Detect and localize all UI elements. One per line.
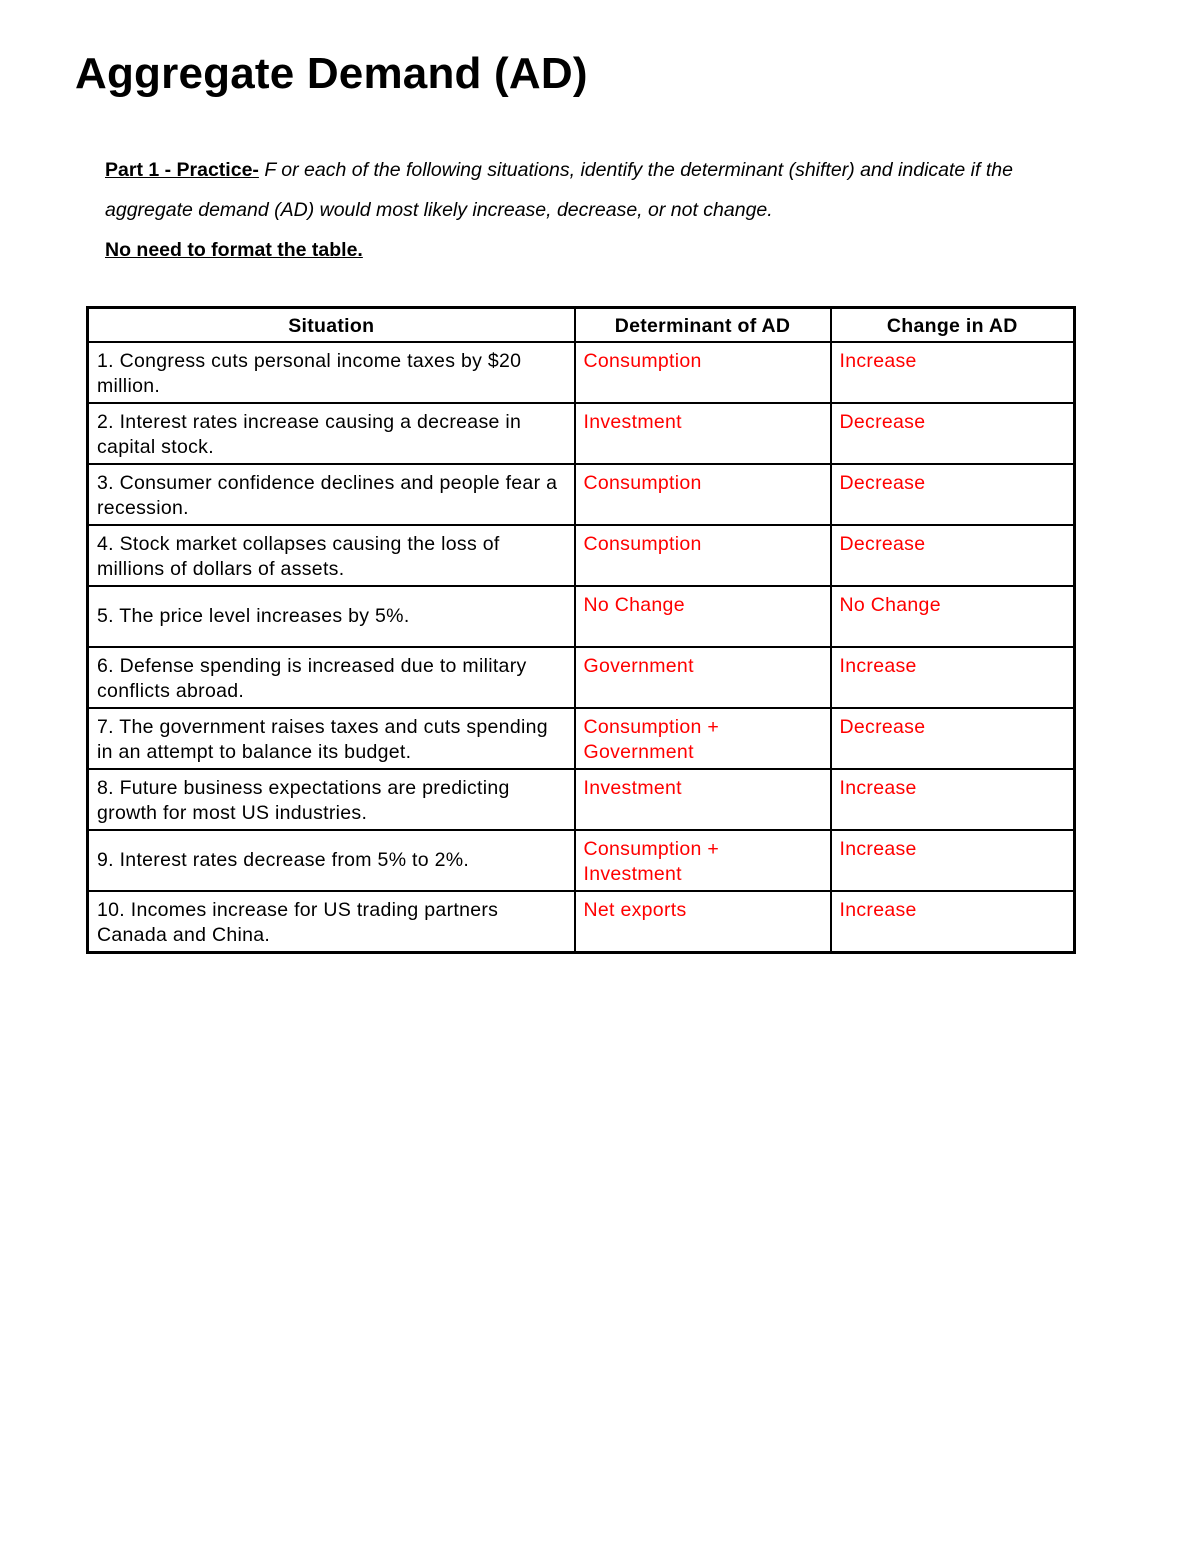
instructions bbox=[105, 150, 1095, 270]
table-row bbox=[88, 464, 1075, 525]
aggregate-demand-table bbox=[86, 306, 1076, 954]
situation-cell: 10. Incomes increase for US trading partners Canada and China. bbox=[88, 891, 575, 953]
change-cell: Decrease bbox=[831, 403, 1075, 464]
header-situation: Situation bbox=[88, 308, 575, 343]
change-cell: No Change bbox=[831, 586, 1075, 647]
part-label: Part 1 - Practice- bbox=[105, 159, 259, 181]
situation-cell: 2. Interest rates increase causing a decrease in capital stock. bbox=[88, 403, 575, 464]
determinant-cell: No Change bbox=[575, 586, 831, 647]
determinant-cell: Investment bbox=[575, 403, 831, 464]
header-determinant: Determinant of AD bbox=[575, 308, 831, 343]
change-cell: Increase bbox=[831, 647, 1075, 708]
page-title: Aggregate Demand (AD) bbox=[75, 49, 588, 98]
table-header-row bbox=[88, 308, 1075, 343]
situation-cell: 7. The government raises taxes and cuts spending in an attempt to balance its budget. bbox=[88, 708, 575, 769]
determinant-cell: Government bbox=[575, 647, 831, 708]
change-cell: Decrease bbox=[831, 525, 1075, 586]
determinant-cell: Net exports bbox=[575, 891, 831, 953]
situation-cell: 4. Stock market collapses causing the loss of millions of dollars of assets. bbox=[88, 525, 575, 586]
situation-cell: 8. Future business expectations are predicting growth for most US industries. bbox=[88, 769, 575, 830]
table-note: No need to format the table. bbox=[105, 239, 363, 261]
change-cell: Increase bbox=[831, 891, 1075, 953]
table-row bbox=[88, 403, 1075, 464]
situation-cell: 6. Defense spending is increased due to military conflicts abroad. bbox=[88, 647, 575, 708]
table-row bbox=[88, 525, 1075, 586]
table-row bbox=[88, 891, 1075, 953]
determinant-cell: Consumption bbox=[575, 342, 831, 403]
situation-cell: 1. Congress cuts personal income taxes by $20 million. bbox=[88, 342, 575, 403]
determinant-cell: Consumption bbox=[575, 464, 831, 525]
situation-cell: 3. Consumer confidence declines and people fear a recession. bbox=[88, 464, 575, 525]
situation-cell: 9. Interest rates decrease from 5% to 2%. bbox=[88, 830, 575, 891]
table-row bbox=[88, 586, 1075, 647]
change-cell: Decrease bbox=[831, 708, 1075, 769]
table-row bbox=[88, 342, 1075, 403]
change-cell: Increase bbox=[831, 769, 1075, 830]
change-cell: Increase bbox=[831, 830, 1075, 891]
table-row bbox=[88, 830, 1075, 891]
table-row bbox=[88, 708, 1075, 769]
table-row bbox=[88, 647, 1075, 708]
determinant-cell: Consumption + Government bbox=[575, 708, 831, 769]
determinant-cell: Investment bbox=[575, 769, 831, 830]
header-change: Change in AD bbox=[831, 308, 1075, 343]
situation-cell: 5. The price level increases by 5%. bbox=[88, 586, 575, 647]
change-cell: Decrease bbox=[831, 464, 1075, 525]
determinant-cell: Consumption bbox=[575, 525, 831, 586]
change-cell: Increase bbox=[831, 342, 1075, 403]
instructions-paragraph bbox=[105, 150, 1095, 230]
instructions-text: F or each of the following situations, identify the determinant (shifter) and indicate if the aggregate demand (AD) would most likely increase, decrease, or not change. bbox=[105, 159, 1013, 221]
determinant-cell: Consumption + Investment bbox=[575, 830, 831, 891]
table-row bbox=[88, 769, 1075, 830]
